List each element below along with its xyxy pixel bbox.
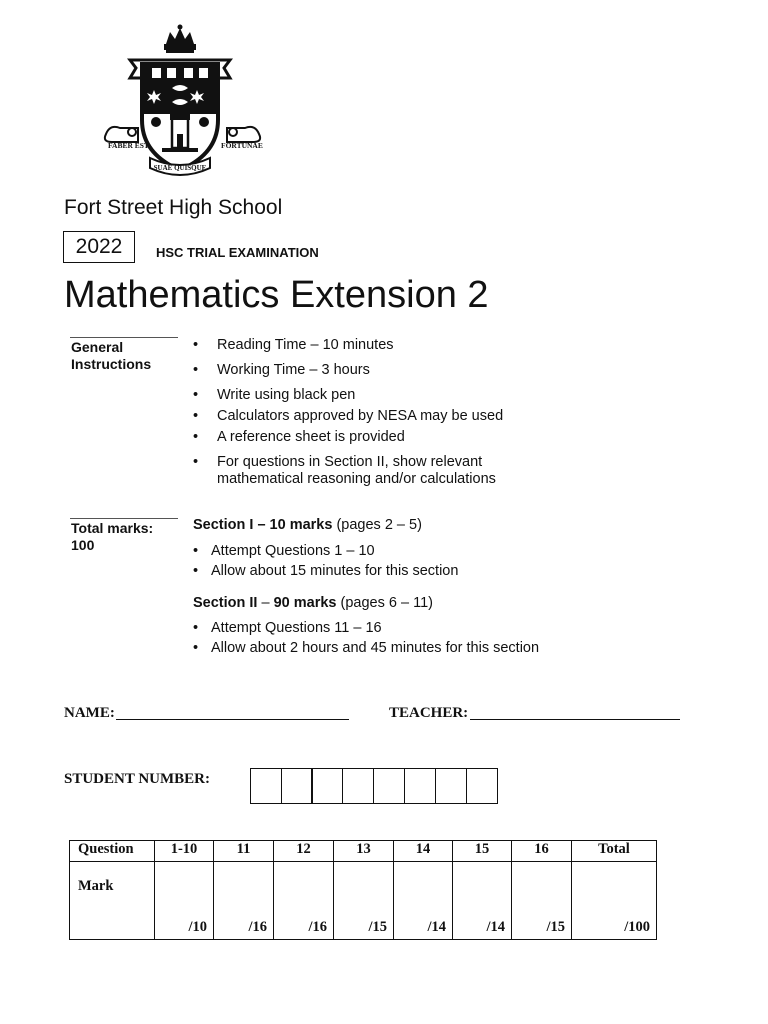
list-item: • Attempt Questions 11 – 16 bbox=[193, 620, 613, 637]
table-row-label: Question bbox=[70, 841, 155, 862]
section-2-dash: – bbox=[261, 595, 270, 611]
exam-year: 2022 bbox=[63, 231, 135, 263]
student-number-digit[interactable] bbox=[435, 768, 467, 804]
name-field[interactable] bbox=[116, 719, 349, 720]
table-header-cell: 15 bbox=[453, 841, 512, 862]
section-2-pages: (pages 6 – 11) bbox=[340, 595, 433, 611]
school-name: Fort Street High School bbox=[64, 196, 283, 219]
section-2-title-a: Section II bbox=[193, 595, 258, 611]
table-row bbox=[70, 862, 657, 940]
student-number-digit[interactable] bbox=[466, 768, 498, 804]
table-header-cell: 12 bbox=[274, 841, 334, 862]
table-header-cell: 1-10 bbox=[155, 841, 214, 862]
section-2-heading bbox=[193, 595, 433, 611]
table-cell: /16 bbox=[214, 862, 274, 940]
crest-motto-left: FABER EST bbox=[108, 141, 149, 150]
name-label: NAME: bbox=[64, 705, 115, 721]
list-item: • Calculators approved by NESA may be used bbox=[193, 408, 553, 425]
list-item: • Write using black pen bbox=[193, 387, 553, 404]
student-number-digit[interactable] bbox=[311, 768, 343, 804]
total-marks-label bbox=[71, 520, 153, 554]
student-number-digit[interactable] bbox=[342, 768, 374, 804]
table-cell: /16 bbox=[274, 862, 334, 940]
student-number-digit[interactable] bbox=[281, 768, 313, 804]
table-cell: /10 bbox=[155, 862, 214, 940]
total-marks-text: Total marks: bbox=[71, 520, 154, 536]
teacher-field[interactable] bbox=[470, 719, 680, 720]
table-header-cell: 16 bbox=[512, 841, 572, 862]
school-crest bbox=[100, 22, 265, 180]
table-row bbox=[70, 841, 657, 862]
student-number-boxes bbox=[251, 768, 498, 804]
crest-motto-bottom: SUAE QUISQUE bbox=[153, 164, 207, 172]
list-item: • Attempt Questions 1 – 10 bbox=[193, 543, 593, 560]
section-2-list bbox=[193, 620, 613, 657]
marks-table bbox=[69, 840, 657, 940]
student-number-label: STUDENT NUMBER: bbox=[64, 771, 210, 787]
general-instructions-label: General Instructions bbox=[71, 339, 152, 372]
table-header-cell: Total bbox=[572, 841, 657, 862]
list-item: • A reference sheet is provided bbox=[193, 429, 553, 446]
student-number-digit[interactable] bbox=[250, 768, 282, 804]
list-item: • Reading Time – 10 minutes bbox=[193, 337, 553, 354]
list-item: • For questions in Section II, show relevant mathematical reasoning and/or calculations bbox=[193, 454, 527, 488]
list-item: • Working Time – 3 hours bbox=[193, 362, 553, 379]
table-cell: /14 bbox=[453, 862, 512, 940]
list-item: • Allow about 2 hours and 45 minutes for this section bbox=[193, 640, 613, 657]
section-1-title: Section I – 10 marks bbox=[193, 517, 333, 533]
table-cell: /14 bbox=[394, 862, 453, 940]
table-row-label: Mark bbox=[70, 862, 155, 940]
table-cell: /15 bbox=[512, 862, 572, 940]
section-2-title-b: 90 marks bbox=[273, 595, 337, 611]
section-1-heading bbox=[193, 517, 422, 533]
divider bbox=[70, 337, 178, 338]
table-header-cell: 13 bbox=[334, 841, 394, 862]
total-marks-value: 100 bbox=[71, 537, 95, 553]
table-cell: /15 bbox=[334, 862, 394, 940]
table-header-cell: 11 bbox=[214, 841, 274, 862]
crown-icon bbox=[164, 25, 196, 54]
student-number-digit[interactable] bbox=[404, 768, 436, 804]
general-instructions-list bbox=[193, 337, 553, 488]
section-1-pages: (pages 2 – 5) bbox=[336, 517, 422, 533]
student-number-digit[interactable] bbox=[373, 768, 405, 804]
exam-type: HSC TRIAL EXAMINATION bbox=[156, 245, 319, 260]
table-header-cell: 14 bbox=[394, 841, 453, 862]
table-cell: /100 bbox=[572, 862, 657, 940]
subject-title: Mathematics Extension 2 bbox=[64, 274, 489, 316]
crest-motto-right: FORTUNAE bbox=[221, 141, 263, 150]
teacher-label: TEACHER: bbox=[389, 705, 469, 721]
divider bbox=[70, 518, 178, 519]
list-item: • Allow about 15 minutes for this section bbox=[193, 563, 593, 580]
section-1-list bbox=[193, 543, 593, 580]
